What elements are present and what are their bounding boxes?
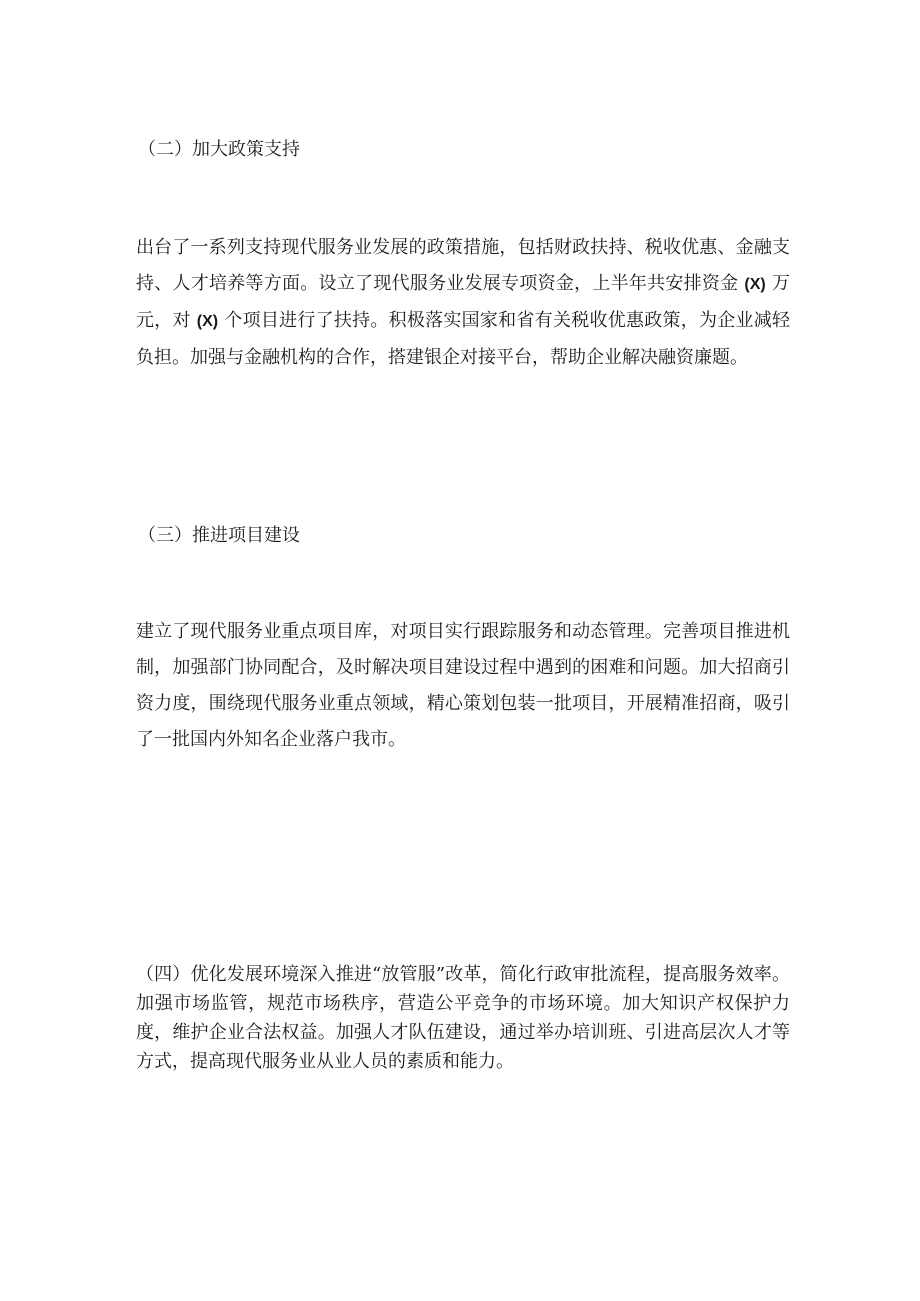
section-heading-2: （二）加大政策支持: [138, 139, 300, 160]
paragraph-text: 出台了一系列支持现代服务业发展的政策措施，包括财政扶持、税收优惠、金融支持、人才培养等方面。设立了现代服务业发展专项资金，上半年共安排资金: [136, 237, 790, 294]
section-paragraph-4: （四）优化发展环境深入推进“放管服”改革，简化行政审批流程，提高服务效率。加强市场监管，规范市场秩序，营造公平竞争的市场环境。加大知识产权保护力度，维护企业合法权益。加强人才队伍建设，通过举办培训班、引进高层次人才等方式，提高现代服务业从业人员的素质和能力。: [136, 964, 790, 1072]
paragraph-text: 个项目进行了扶持。积极落实国家和省有关税收优惠政策，为企业减轻负担。加强与金融机构的合作，搭建银企对接平台，帮助企业解决融资廉题。: [136, 310, 790, 368]
amount-placeholder: (X): [744, 276, 766, 293]
section-paragraph-2: [136, 230, 790, 376]
project-count-placeholder: (X): [196, 313, 219, 330]
section-paragraph-3: 建立了现代服务业重点项目库，对项目实行跟踪服务和动态管理。完善项目推进机制，加强部门协同配合，及时解决项目建设过程中遇到的困难和问题。加大招商引资力度，围绕现代服务业重点领域，精心策划包装一批项目，开展精准招商，吸引了一批国内外知名企业落户我市。: [136, 621, 790, 750]
paragraph-text: 万元，对: [136, 273, 791, 331]
section-heading-3: （三）推进项目建设: [138, 525, 300, 546]
